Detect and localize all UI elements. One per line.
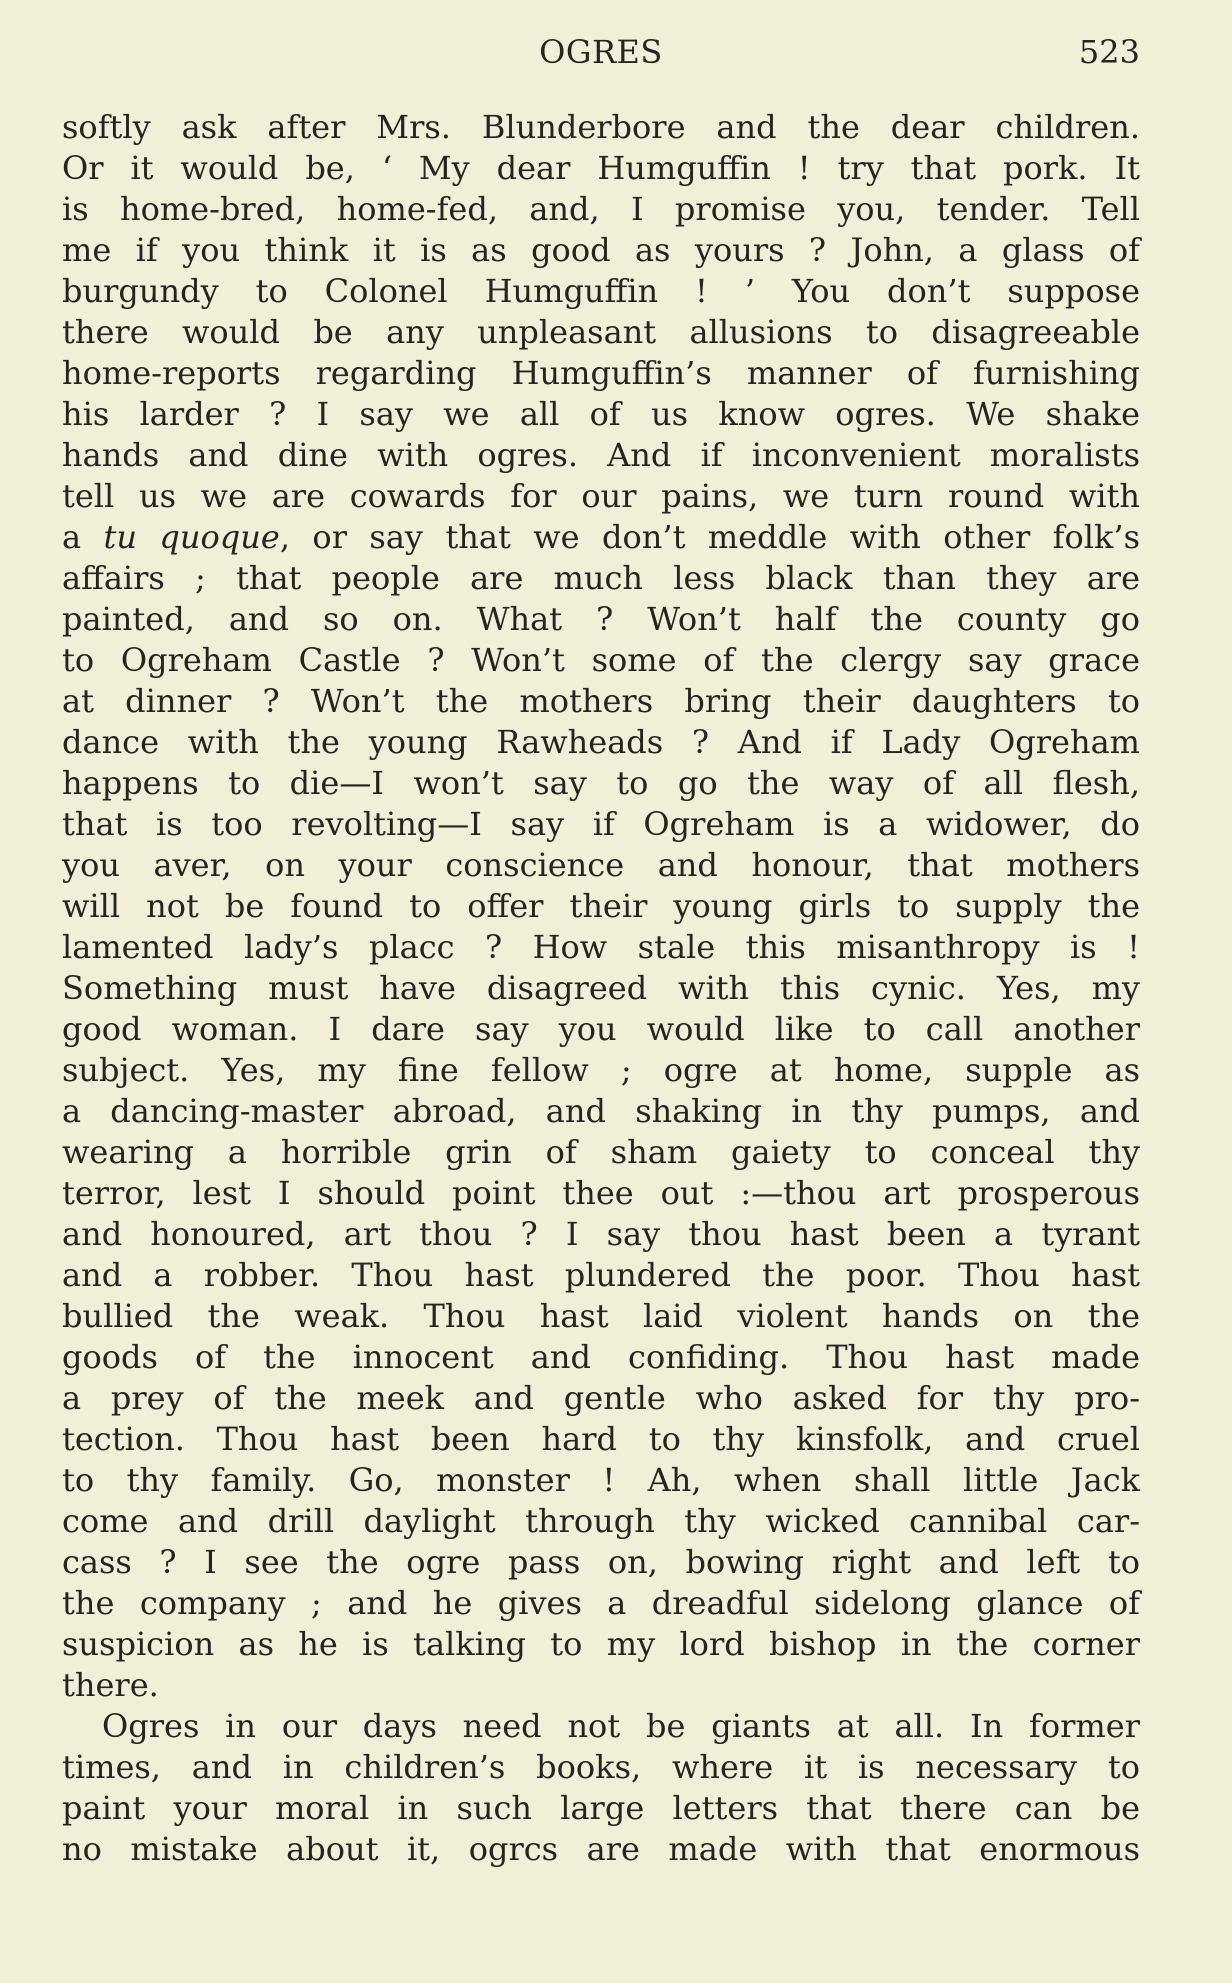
text-line: and a robber. Thou hast plundered the poor. Thou hast bbox=[62, 1256, 1140, 1294]
text-line: no mistake about it, ogrcs are made with that enormous bbox=[62, 1830, 1140, 1868]
paragraph-1 bbox=[62, 107, 1140, 1706]
text-line: burgundy to Colonel Humguffin ! ’ You don’t suppose bbox=[62, 272, 1140, 310]
italic-phrase: tu quoque bbox=[103, 518, 280, 556]
text-line: bullied the weak. Thou hast laid violent hands on the bbox=[62, 1297, 1140, 1335]
text-line: paint your moral in such large letters that there can be bbox=[62, 1789, 1140, 1827]
text-line: tell us we are cowards for our pains, we turn round with bbox=[62, 477, 1140, 515]
body-text bbox=[62, 107, 1140, 1870]
page-number: 523 bbox=[1078, 33, 1140, 71]
text-line: lamented lady’s placc ? How stale this misanthropy is ! bbox=[62, 928, 1140, 966]
text-line: dance with the young Rawheads ? And if Lady Ogreham bbox=[62, 723, 1140, 761]
text-line: home-reports regarding Humguffin’s manner of furnishing bbox=[62, 354, 1140, 392]
text-line: times, and in children’s books, where it is necessary to bbox=[62, 1748, 1140, 1786]
text-line: good woman. I dare say you would like to call another bbox=[62, 1010, 1140, 1048]
text-line: tection. Thou hast been hard to thy kinsfolk, and cruel bbox=[62, 1420, 1140, 1458]
text-line: goods of the innocent and confiding. Thou hast made bbox=[62, 1338, 1140, 1376]
text-line: hands and dine with ogres. And if inconvenient moralists bbox=[62, 436, 1140, 474]
text-line: come and drill daylight through thy wicked cannibal car- bbox=[62, 1502, 1140, 1540]
text-line: at dinner ? Won’t the mothers bring their daughters to bbox=[62, 682, 1140, 720]
text-line: to thy family. Go, monster ! Ah, when shall little Jack bbox=[62, 1461, 1140, 1499]
text-line: softly ask after Mrs. Blunderbore and the dear children. bbox=[62, 108, 1140, 146]
text-line-with-italic bbox=[62, 517, 1140, 558]
text-line: wearing a horrible grin of sham gaiety to conceal thy bbox=[62, 1133, 1140, 1171]
text-line: terror, lest I should point thee out :—thou art prosperous bbox=[62, 1174, 1140, 1212]
text-line: there. bbox=[62, 1666, 159, 1704]
text-line: me if you think it is as good as yours ? John, a glass of bbox=[62, 231, 1140, 269]
text-line: Something must have disagreed with this cynic. Yes, my bbox=[62, 969, 1140, 1007]
text-line: a dancing-master abroad, and shaking in thy pumps, and bbox=[62, 1092, 1140, 1130]
text-line: will not be found to offer their young girls to supply the bbox=[62, 887, 1140, 925]
running-title: OGRES bbox=[539, 33, 663, 71]
text-line: affairs ; that people are much less black than they are bbox=[62, 559, 1140, 597]
text-line: and honoured, art thou ? I say thou hast been a tyrant bbox=[62, 1215, 1140, 1253]
text-line: Or it would be, ‘ My dear Humguffin ! try that pork. It bbox=[62, 149, 1140, 187]
text-line: painted, and so on. What ? Won’t half the county go bbox=[62, 600, 1140, 638]
text-line: subject. Yes, my fine fellow ; ogre at home, supple as bbox=[62, 1051, 1140, 1089]
text-line: Ogres in our days need not be giants at all. In former bbox=[102, 1707, 1140, 1745]
text-before-italic: a bbox=[62, 518, 104, 556]
text-line: suspicion as he is talking to my lord bishop in the corner bbox=[62, 1625, 1140, 1663]
text-line: is home-bred, home-fed, and, I promise you, tender. Tell bbox=[62, 190, 1140, 228]
text-after-italic: , or say that we don’t meddle with other folk’s bbox=[279, 518, 1140, 556]
text-line: that is too revolting—I say if Ogreham is a widower, do bbox=[62, 805, 1140, 843]
text-line: a prey of the meek and gentle who asked for thy pro- bbox=[62, 1379, 1140, 1417]
text-line: his larder ? I say we all of us know ogres. We shake bbox=[62, 395, 1140, 433]
text-line: happens to die—I won’t say to go the way of all flesh, bbox=[62, 764, 1140, 802]
text-line: to Ogreham Castle ? Won’t some of the clergy say grace bbox=[62, 641, 1140, 679]
text-line: cass ? I see the ogre pass on, bowing right and left to bbox=[62, 1543, 1140, 1581]
paragraph-2 bbox=[62, 1706, 1140, 1870]
text-line: there would be any unpleasant allusions to disagreeable bbox=[62, 313, 1140, 351]
text-line: the company ; and he gives a dreadful sidelong glance of bbox=[62, 1584, 1140, 1622]
running-head bbox=[62, 32, 1140, 72]
text-line: you aver, on your conscience and honour, that mothers bbox=[62, 846, 1140, 884]
